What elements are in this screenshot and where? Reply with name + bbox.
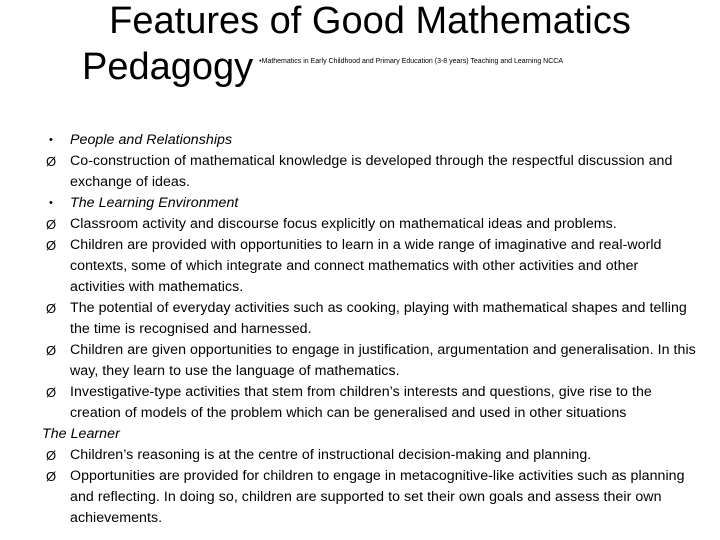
bullet-icon: • <box>49 134 53 146</box>
list-item <box>46 382 696 424</box>
arrow-bullet-icon: Ø <box>46 238 57 253</box>
list-item-text: Investigative-type activities that stem from children’s interests and questions, give rise to the creation of models of the problem which can be generalised and used in other situations <box>70 384 652 421</box>
list-item <box>46 298 696 340</box>
list-item-text: Children are given opportunities to engage in justification, argumentation and generalisation. In this way, they learn to use the language of mathematics. <box>70 342 696 379</box>
list-item <box>46 235 696 298</box>
list-item-text: Co-construction of mathematical knowledge is developed through the respectful discussion and exchange of ideas. <box>70 153 673 190</box>
list-item <box>46 445 696 466</box>
content-body <box>42 130 696 529</box>
list-item <box>46 151 696 193</box>
arrow-bullet-icon: Ø <box>46 448 57 463</box>
section-heading-environment <box>46 193 696 214</box>
section-heading-learner: The Learner <box>42 426 120 442</box>
arrow-bullet-icon: Ø <box>46 385 57 400</box>
list-item <box>46 466 696 529</box>
list-item <box>46 340 696 382</box>
arrow-bullet-icon: Ø <box>46 469 57 484</box>
page-title-line-2 <box>82 46 563 88</box>
arrow-bullet-icon: Ø <box>46 301 57 316</box>
list-item-text: Children’s reasoning is at the centre of instructional decision-making and planning. <box>70 447 592 463</box>
list-item <box>46 214 696 235</box>
arrow-bullet-icon: Ø <box>46 217 57 232</box>
list-item-text: Classroom activity and discourse focus explicitly on mathematical ideas and problems. <box>70 216 617 232</box>
list-item-text: The potential of everyday activities such as cooking, playing with mathematical shapes and telling the time is recognised and harnessed. <box>70 300 687 337</box>
section-heading-label: People and Relationships <box>70 132 233 148</box>
page-title-pedagogy: Pedagogy <box>82 46 254 88</box>
arrow-bullet-icon: Ø <box>46 154 57 169</box>
list-item-text: Opportunities are provided for children to engage in metacognitive-like activities such as planning and reflecting. In doing so, children are supported to set their own goals and assess their own achievements. <box>70 468 685 526</box>
list-item-text: Children are provided with opportunities to learn in a wide range of imaginative and real-world contexts, some of which integrate and connect mathematics with other activities and other activities with mathematics. <box>70 237 662 295</box>
section-heading-label: The Learning Environment <box>70 195 239 211</box>
section-heading-people <box>46 130 696 151</box>
bullet-icon: • <box>49 197 53 209</box>
page-title-line-1: Features of Good Mathematics <box>109 0 631 42</box>
source-reference: •Mathematics in Early Childhood and Primary Education (3-8 years) Teaching and Learning NCCA <box>259 58 564 65</box>
arrow-bullet-icon: Ø <box>46 343 57 358</box>
